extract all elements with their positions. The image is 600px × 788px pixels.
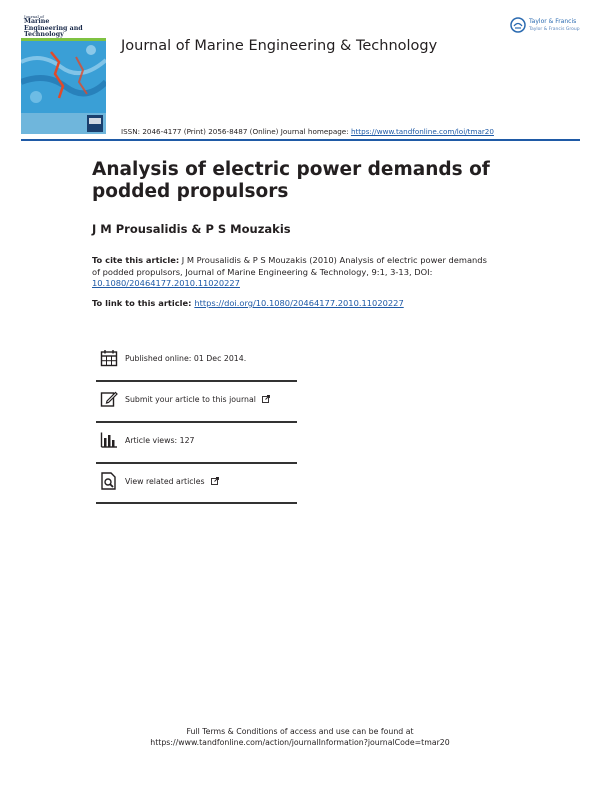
cover-title: Journal of Marine Engineering and Technology bbox=[24, 14, 83, 38]
article-title: Analysis of electric power demands of podded propulsors bbox=[92, 159, 490, 202]
publisher-logo-icon bbox=[510, 17, 526, 33]
related-articles-link[interactable]: View related articles bbox=[125, 477, 219, 486]
citation-text: J M Prousalidis & P S Mouzakis (2010) Analysis of electric power demands of podded propulsors, Journal of Marine Engineering & Technology, 9:1, 3-13, DOI: bbox=[92, 255, 487, 277]
external-link-icon bbox=[211, 477, 219, 485]
publisher-name: Taylor & Francis bbox=[529, 18, 577, 25]
citation-doi-link[interactable]: 10.1080/20464177.2010.11020227 bbox=[92, 278, 240, 288]
footer-terms-url[interactable]: https://www.tandfonline.com/action/journalInformation?journalCode=tmar20 bbox=[150, 738, 450, 747]
panel-divider bbox=[96, 421, 297, 423]
journal-title[interactable]: Journal of Marine Engineering & Technology bbox=[121, 38, 438, 54]
article-link-line bbox=[92, 298, 404, 308]
issn-line bbox=[121, 127, 494, 136]
submit-pencil-icon bbox=[100, 390, 118, 408]
issn-text: ISSN: 2046-4177 (Print) 2056-8487 (Online) Journal homepage: bbox=[121, 127, 351, 136]
panel-divider bbox=[96, 380, 297, 382]
journal-cover-image bbox=[21, 12, 106, 134]
bar-chart-icon bbox=[100, 431, 118, 449]
external-link-icon bbox=[262, 395, 270, 403]
article-doi-url[interactable]: https://doi.org/10.1080/20464177.2010.11020227 bbox=[194, 298, 404, 308]
submit-article-link[interactable]: Submit your article to this journal bbox=[125, 395, 270, 404]
citation-label: To cite this article: bbox=[92, 255, 180, 265]
calendar-icon bbox=[100, 349, 118, 367]
publisher-logo[interactable] bbox=[510, 15, 582, 37]
search-document-icon bbox=[100, 472, 118, 490]
panel-divider bbox=[96, 462, 297, 464]
footer bbox=[0, 726, 600, 748]
panel-divider bbox=[96, 502, 297, 504]
footer-terms-text: Full Terms & Conditions of access and use can be found at bbox=[186, 727, 414, 736]
published-online-label: Published online: 01 Dec 2014. bbox=[125, 354, 247, 363]
link-label: To link to this article: bbox=[92, 298, 195, 308]
article-authors[interactable]: J M Prousalidis & P S Mouzakis bbox=[92, 222, 291, 236]
citation-block bbox=[92, 255, 497, 290]
journal-homepage-link[interactable]: https://www.tandfonline.com/loi/tmar20 bbox=[350, 127, 494, 136]
publisher-group: Taylor & Francis Group bbox=[529, 27, 580, 32]
article-views-label: Article views: 127 bbox=[125, 436, 195, 445]
header-divider bbox=[21, 139, 580, 141]
